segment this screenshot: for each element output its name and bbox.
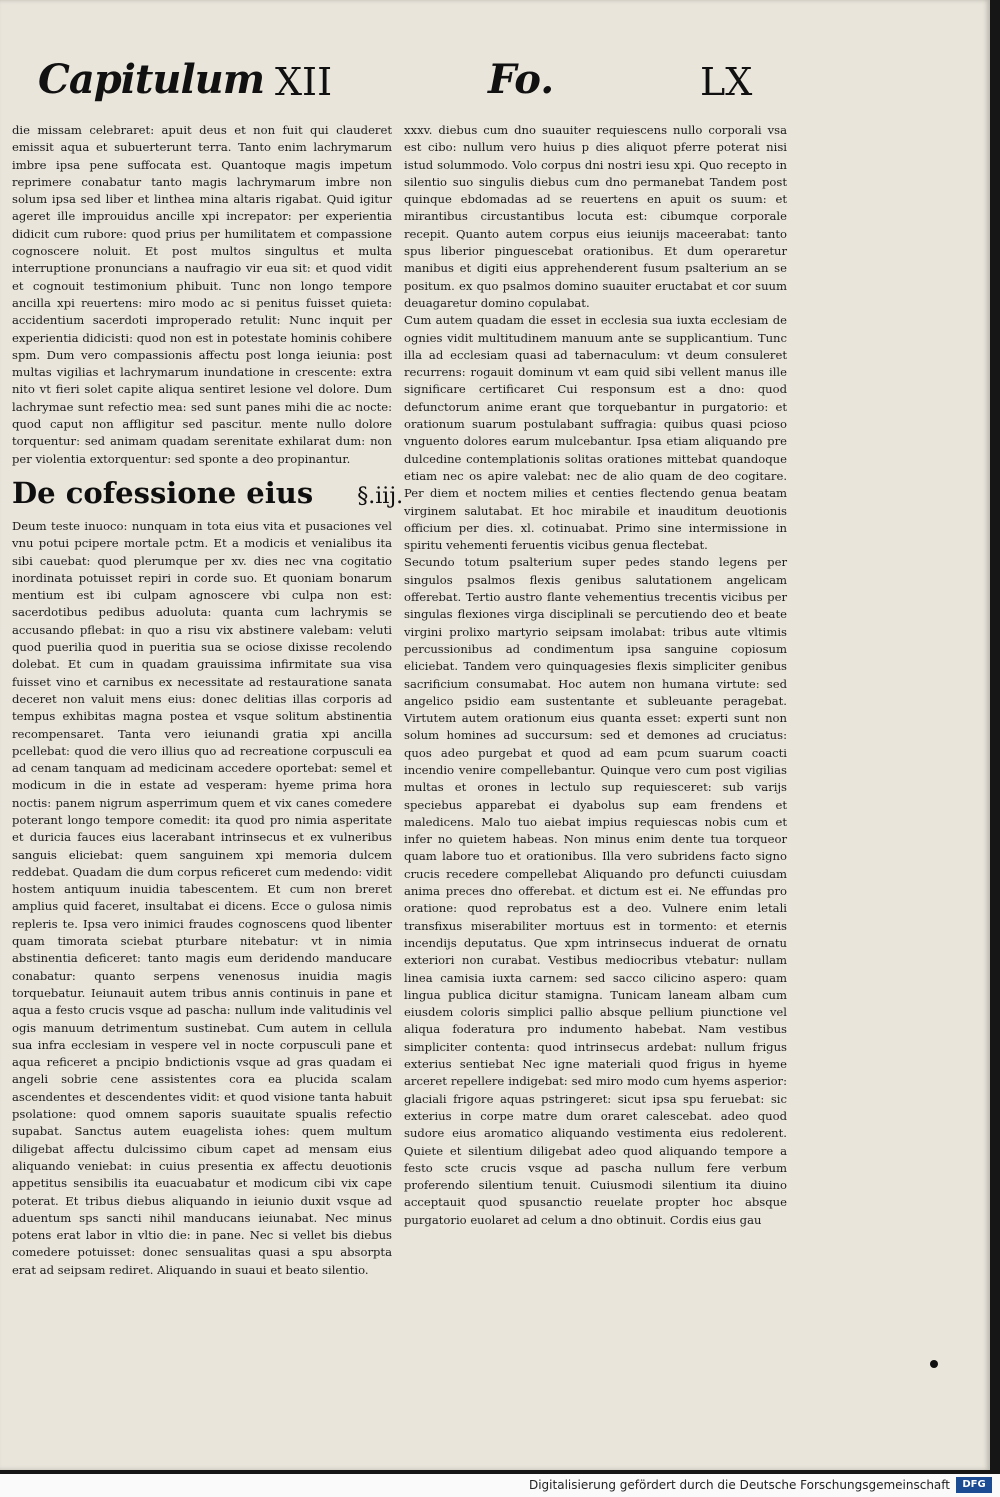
ink-spot: [930, 1360, 938, 1368]
section-title: De cofessione eius: [12, 475, 314, 510]
folio-label: Fo.: [488, 56, 555, 103]
funding-notice: Digitalisierung gefördert durch die Deutsche Forschungsgemeinschaft: [528, 1478, 950, 1492]
right-paragraph-3: Secundo totum psalterium super pedes stando legens per singulos psalmos flexis genibus salutationem angelicam offerebat. Tertio austro flante vehementius trecentis vicibus per singulas flexiones virga disciplinali se percutiendo deo et beate virgini prolixo martyrio seipsam imolabat: tribus aute vltimis percussionibus ad condimentum ipsa sanguine copiosum eliciebat. Tandem vero quinquagesies flexis simpliciter genibus sacrificium consumabat. Hoc autem non humana virtute: sed angelico psidio eam sustentante et subleuante peragebat. Virtutem autem orationum eius quanta esset: experti sunt non solum homines ad succursum: sed et demones ad cruciatus: quos adeo purgebat et quod ad eam pcum suarum coacti incendio venire compellebantur. Quinque vero cum post vigilias multas et orones in lectulo sup requiesceret: sub varijs speciebus apparebat ei dyabolus sup eam frendens et maledicens. Malo tuo aiebat impius requiescas nobis cum et infer no quietem habeas. Non minus enim dente tua torqueor quam labore tuo et orationibus. Illa vero subridens facto signo crucis recedere compellebat Aliquando pro defuncti cuiusdam anima preces dno offerebat. et dictum est ei. Ne effundas pro oratione: quod reprobatus est a deo. Vulnere enim letali transfixus miserabiliter mortuus est in tormento: et eternis incendijs deputatus. Que xpm intrinsecus induerat de ornatu exteriori non curabat. Vestibus mediocribus vtebatur: nullam linea camisia iuxta carnem: sed sacco cilicino aspero: quam lingua publica dicitur stamigna. Tunicam laneam albam cum eiusdem coloris simplici pallio absque pellium piunctione vel aliqua foderatura pro indumento habebat. Nam vestibus simpliciter contenta: quod intrinsecus ardebat: nullum frigus exterius sentiebat Nec igne materiali quod frigus in hyeme arceret repellere indigebat: sed miro modo cum hyems asperior: glaciali frigore aquas pstringeret: sicut ipsa spu feruebat: sic exterius in corpe matre dum oraret calescebat. adeo quod sudore eius aromatico aliquando vestimenta eius redolerent. Quiete et silentium diligebat adeo quod aliquando tempore a festo scte crucis vsque ad pascha nullum fere verbum proferendo silentium tenuit. Cuiusmodi silentium ita diuino acceptauit quod spusanctio reuelate propter hoc absque purgatorio euolaret ad celum a dno obtinuit. Cordis eius gau: [404, 555, 787, 1227]
running-header: [0, 56, 990, 106]
right-text-column: [404, 122, 787, 1229]
folio-number: LX: [700, 60, 753, 104]
left-paragraph-2: Deum teste inuoco: nunquam in tota eius vita et pusaciones vel vnu potui pcipere mortale pctm. Et a modicis et venialibus ita sibi cauebat: quod plerumque per xv. dies nec vna cogitatio inordinata potuisset repiri in corde suo. Et quoniam bonarum mentium est ibi culpam agnoscere vbi culpa non est: sacerdotibus pedibus aduoluta: quanta cum lachrymis se accusando pflebat: in quo a risu vix abstinere valebam: veluti quod puerilia quod in pueritia sua se ociose dixisse recolendo dolebat. Et cum in quadam grauissima infirmitate sua visa fuisset vino et carnibus ex necessitate ad restauratione sanata deceret non valuit mens eius: donec delitias illas corporis ad tempus exhibitas magna postea et vsque solitum abstinentia recompensaret. Tanta vero ieiunandi gratia xpi ancilla pcellebat: quod die vero illius quo ad recreatione corpusculi ea ad cenam tanquam ad medicinam accedere oportebat: semel et modicum in die in estate ad vesperam: hyeme prima hora noctis: panem nigrum asperrimum quem et vix canes comedere poterant longo tempore comedit: ita quod pro nimia asperitate et duricia fauces eius lacerabant intrinsecus et ex vulneribus sanguis eliciebat: quem sanguinem xpi memoria dulcem reddebat. Quadam die dum corpus reficeret cum medendo: vidit hostem antiquum inuidia tabescentem. Et cum non breret amplius quid faceret, insultabat ei dicens. Ecce o gulosa nimis repleris te. Ipsa vero inimici fraudes cognoscens quod libenter quam timorata sciebat pturbare nitebatur: vt in nimia abstinentia deficeret: tanto magis eum deridendo manducare conabatur: quanto serpens venenosus inuidia magis torquebatur. Ieiunauit autem tribus annis continuis in pane et aqua a festo crucis vsque ad pascha: nullum inde valitudinis vel ogis manuum detrimentum sustinebat. Cum autem in cellula sua infra ecclesiam in vespere vel in nocte corpusculi pane et aqua reficeret a pncipio bndictionis vsque ad gras quadam ei angeli sobrie cene assistentes cora ea plucida scalam ascendentes et descendentes vidit: et quod visione tanta habuit psolatione: quod omnem saporis suauitate spualis refectio supabat. Sanctus autem euagelista iohes: quem multum diligebat affectu dulcissimo cibum capet ad mensam eius aliquando veniebat: in cuius presentia ex affectu deuotionis appetitus sensibilis ita euacuabatur et modicum cibi vix cape poterat. Et tribus diebus aliquando in ieiunio duxit vsque ad aduentum sps sancti nihil manducans ieiunabat. Nec minus potens erat labor in vltio die: in pane. Nec si vellet bis diebus comedere potuisset: donec sensualitas quasi a spu absorpta erat ad seipsam rediret. Aliquando in suaui et beato silentio.: [12, 518, 392, 1277]
right-paragraph-1: xxxv. diebus cum dno suauiter requiescens nullo corporali vsa est cibo: nullum vero huius p dies aliquot pferre poterat nisi istud solummodo. Volo corpus dni nostri iesu xpi. Quo recepto in silentio suo singulis diebus cum dno permanebat Tandem post quinque ebdomadas ad se reuertens en apuit os suum: et mirantibus circustantibus locuta est: cibumque corporale recepit. Quanto autem corpus eius ieiunijs maceerabat: tanto spus liberior pinguescebat orationibus. Et dum operaretur manibus et digiti eius apprehenderent fusum psalterium an se positum. ex quo psalmos domino suauiter eructabat et cor suum deuagaretur domino copulabat.: [404, 123, 787, 310]
dfg-logo-icon: DFG: [956, 1477, 992, 1493]
section-number: §.iij.: [357, 483, 404, 509]
right-paragraph-2: Cum autem quadam die esset in ecclesia sua iuxta ecclesiam de ognies vidit multitudinem manuum ante se supplicantium. Tunc illa ad ecclesiam quasi ad tabernaculum: vt deum consuleret recurrens: rogauit dominum vt eam quid sibi vellent manus ille significare certificaret Cui responsum est a dno: quod defunctorum anime erant que torquebantur in purgatorio: et orationum suarum postulabant suffragia: quibus quasi pcioso vnguento dolores earum mulcebantur. Ipsa etiam aliquando pre dulcedine contemplationis solitas orationes mittebat quandoque etiam nec os apire valebat: nec de alio quam de deo cogitare. Per diem et noctem milies et centies flectendo genua beatam virginem salutabat. Et hoc mirabile et inauditum deuotionis officium per dies. xl. cotinuabat. Primo sine intermissione in spiritu vehementi feruentis vicibus genua flectebat.: [404, 313, 787, 553]
footer-bar: [0, 1474, 1000, 1497]
left-paragraph-1: die missam celebraret: apuit deus et non fuit qui clauderet emissit aqua et subuerterunt terra. Tanto enim lachrymarum imbre ipsa pene suffocata est. Quantoque magis impetum reprimere conabatur tanto magis lachrymarum imbre non solum ipsa sed liber et linthea mina altaris rigabat. Quid igitur ageret ille improuidus ancille xpi increpator: per experientia didicit cum rubore: quod prius per humilitatem et compassione cognoscere noluit. Et post multos singultus et multa interruptione pronuncians a naufragio vir eua sit: et quod vidit et cognouit testimonium phibuit. Tunc non longo tempore ancilla xpi reuertens: miro modo ac si penitus fuisset quieta: accidentium sacerdoti improperado retulit: Nunc inquit per experientia didicisti: quod non est in potestate hominis cohibere spm. Dum vero compassionis affectu post longa ieiunia: post multas vigilias et lachrymarum inundatione in crescente: extra nito vt fieri solet capite aliqua sentiret lesione vel dolore. Dum lachrymae sunt refectio mea: sed sunt panes mihi die ac nocte: quod caput non affligitur sed pascitur. mente nullo dolore torquentur: sed animam quadam serenitate exhilarat dum: non per violentia extorquentur: sed sponte a deo propinantur.: [12, 123, 392, 466]
left-text-column: [12, 122, 404, 1279]
chapter-label: Capitulum: [38, 56, 265, 103]
chapter-number: XII: [275, 60, 333, 104]
section-heading: [12, 475, 404, 514]
